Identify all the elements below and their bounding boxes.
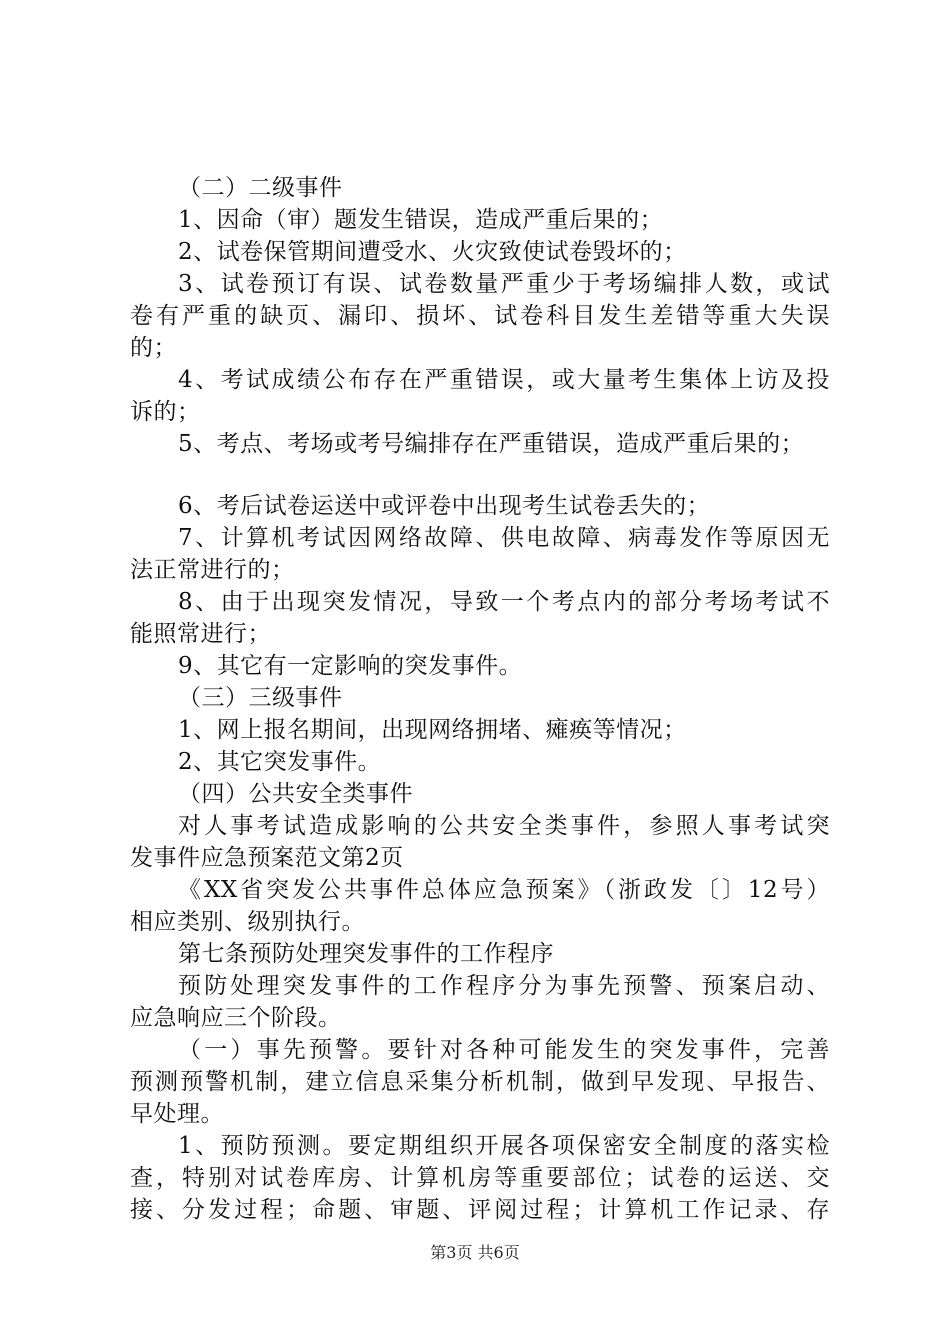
paragraph-line: 对人事考试造成影响的公共安全类事件，参照人事考试突: [178, 813, 830, 839]
paragraph-line: 相应类别、级别执行。: [130, 909, 365, 935]
paragraph-line: 8、由于出现突发情况，导致一个考点内的部分考场考试不: [178, 589, 830, 615]
page-number-footer: 第3页 共6页: [430, 1243, 520, 1262]
paragraph-line: 2、其它突发事件。: [178, 749, 382, 775]
document-body: [130, 172, 830, 1226]
paragraph-line: 能照常进行；: [130, 621, 271, 647]
section-heading-level-3: （三）三级事件: [178, 685, 343, 711]
paragraph-line: 1、预防预测。要定期组织开展各项保密安全制度的落实检: [178, 1133, 830, 1159]
paragraph-line: 查，特别对试卷库房、计算机房等重要部位；试卷的运送、交: [130, 1165, 830, 1191]
paragraph-line: 预测预警机制，建立信息采集分析机制，做到早发现、早报告、: [130, 1069, 830, 1095]
paragraph-line: 4、考试成绩公布存在严重错误，或大量考生集体上访及投: [178, 367, 830, 393]
paragraph-line: 发事件应急预案范文第2页: [130, 845, 404, 871]
paragraph-line: 法正常进行的；: [130, 557, 295, 583]
paragraph-line: 9、其它有一定影响的突发事件。: [178, 653, 523, 679]
paragraph-line: 预防处理突发事件的工作程序分为事先预警、预案启动、: [178, 973, 830, 999]
paragraph-line: 《XX省突发公共事件总体应急预案》（浙政发〔〕12号）: [178, 877, 830, 903]
paragraph-line: 5、考点、考场或考号编排存在严重错误，造成严重后果的；: [178, 431, 805, 457]
paragraph-line: 2、试卷保管期间遭受水、火灾致使试卷毁坏的；: [178, 239, 687, 265]
paragraph-line: 6、考后试卷运送中或评卷中出现考生试卷丢失的；: [178, 493, 711, 519]
paragraph-line: 3、试卷预订有误、试卷数量严重少于考场编排人数，或试: [178, 271, 830, 297]
paragraph-line: 应急响应三个阶段。: [130, 1005, 342, 1031]
paragraph-line: 诉的；: [130, 399, 201, 425]
paragraph-line: 接、分发过程；命题、审题、评阅过程；计算机工作记录、存: [130, 1197, 830, 1223]
section-heading-level-2: （二）二级事件: [178, 175, 343, 201]
paragraph-line: 1、因命（审）题发生错误，造成严重后果的；: [178, 207, 664, 233]
article-heading: 第七条预防处理突发事件的工作程序: [178, 941, 554, 967]
paragraph-line: 7、计算机考试因网络故障、供电故障、病毒发作等原因无: [178, 525, 830, 551]
paragraph-line: 1、网上报名期间，出现网络拥堵、瘫痪等情况；: [178, 717, 687, 743]
paragraph-line: （一）事先预警。要针对各种可能发生的突发事件，完善: [178, 1037, 830, 1063]
paragraph-line: 的；: [130, 335, 177, 361]
section-heading-public-safety: （四）公共安全类事件: [178, 781, 413, 807]
paragraph-line: 卷有严重的缺页、漏印、损坏、试卷科目发生差错等重大失误: [130, 303, 830, 329]
paragraph-line: 早处理。: [130, 1101, 224, 1127]
